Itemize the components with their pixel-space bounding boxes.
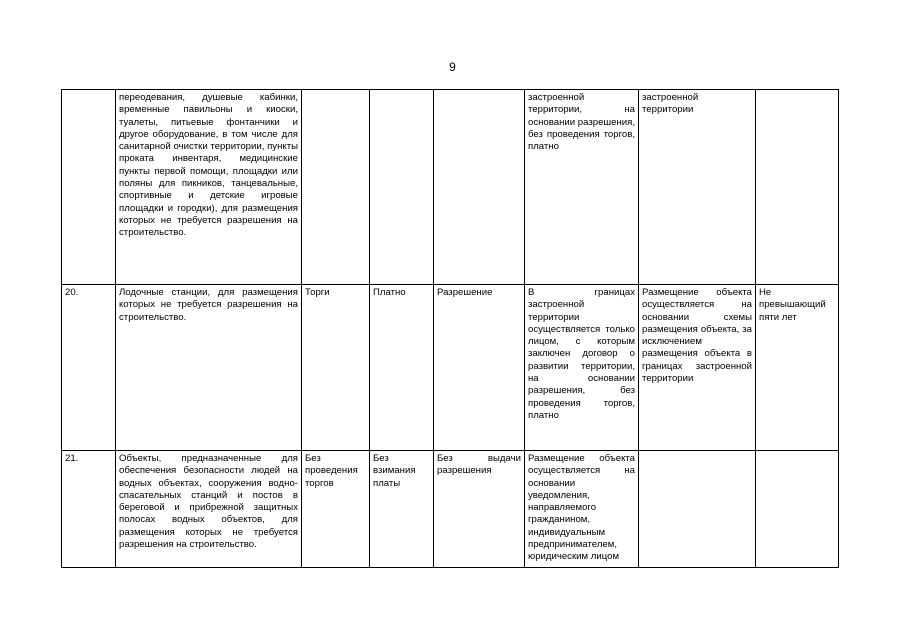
payment-cell — [370, 90, 434, 285]
row-number-cell: 21. — [62, 451, 116, 568]
built-up-territory-cell: В границах застроенной территории осуществляется только лицом, с которым заключен договор о развитии территории, на основании разрешения, без проведения торгов, платно — [525, 285, 639, 451]
row-number-cell: 20. — [62, 285, 116, 451]
placement-basis-cell — [639, 451, 756, 568]
placement-basis-cell: Размещение объекта осуществляется на основании схемы размещения объекта, за исключением размещения объекта в границах застроенной территории — [639, 285, 756, 451]
placement-basis-cell: застроенной территории — [639, 90, 756, 285]
permit-cell: Разрешение — [434, 285, 525, 451]
payment-cell: Платно — [370, 285, 434, 451]
provision-method-cell: Торги — [302, 285, 370, 451]
built-up-territory-cell: застроенной территории, на основании разрешения, без проведения торгов, платно — [525, 90, 639, 285]
permit-cell — [434, 90, 525, 285]
provision-method-cell — [302, 90, 370, 285]
row-number-cell — [62, 90, 116, 285]
table-row — [62, 451, 839, 568]
object-description-cell: переодевания, душевые кабинки, временные павильоны и киоски, туалеты, питьевые фонтанчики и другое оборудование, в том числе для санитарной очистки территории, пункты проката инвентаря, медицинские пункты первой помощи, площадки или поляны для пикников, танцевальные, спортивные и детские игровые площадки и городки), для размещения которых не требуется разрешения на строительство. — [116, 90, 302, 285]
term-cell — [756, 90, 839, 285]
built-up-territory-cell: Размещение объекта осуществляется на основании уведомления, направляемого гражданином, индивидуальным предпринимателем, юридическим лицом — [525, 451, 639, 568]
table-row — [62, 90, 839, 285]
object-description-cell: Лодочные станции, для размещения которых не требуется разрешения на строительство. — [116, 285, 302, 451]
permit-cell: Без выдачи разрешения — [434, 451, 525, 568]
term-cell — [756, 451, 839, 568]
payment-cell: Без взимания платы — [370, 451, 434, 568]
object-description-cell: Объекты, предназначенные для обеспечения безопасности людей на водных объектах, сооружения водно-спасательных станций и постов в береговой и прибрежной защитных полосах водных объектов, для размещения которых не требуется разрешения на строительство. — [116, 451, 302, 568]
provision-method-cell: Без проведения торгов — [302, 451, 370, 568]
page-number: 9 — [449, 60, 456, 74]
term-cell: Не превышающий пяти лет — [756, 285, 839, 451]
table-row — [62, 285, 839, 451]
objects-table — [61, 89, 839, 568]
